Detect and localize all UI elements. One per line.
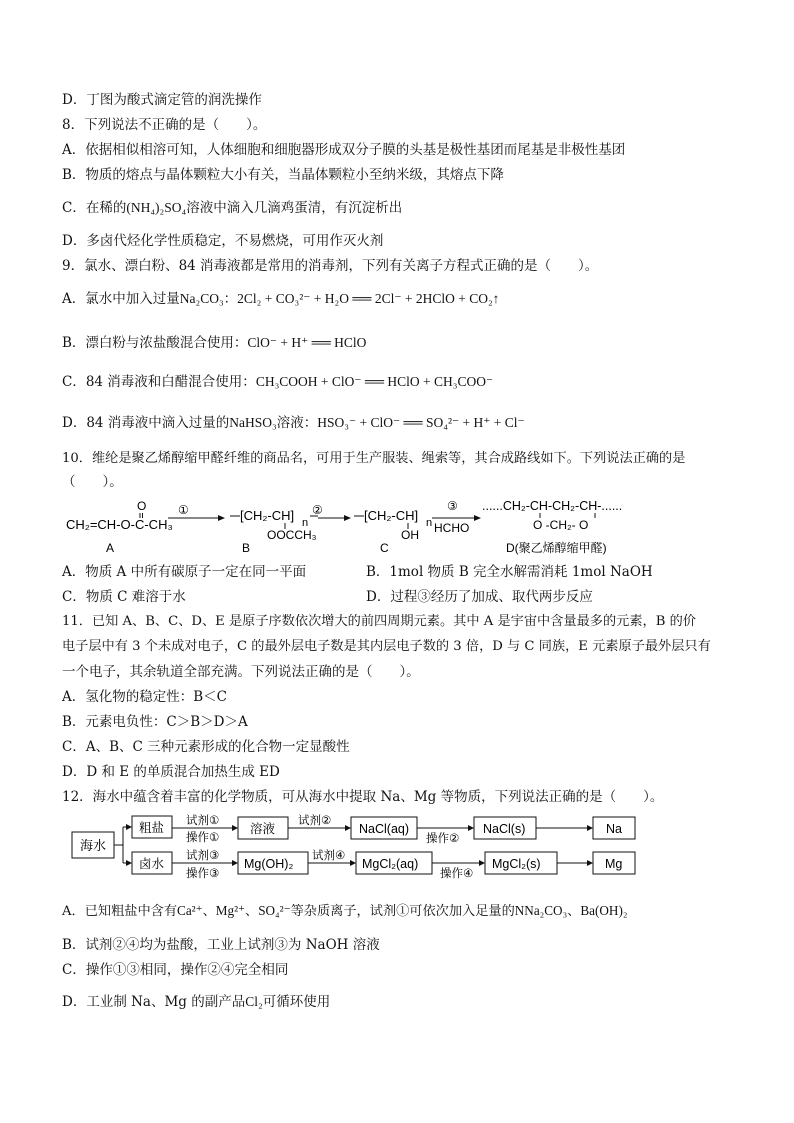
flow-brine: 卤水 xyxy=(139,857,165,871)
q12-option-d-pre: D．工业制 Na、Mg 的副产品 xyxy=(62,994,246,1010)
flow-mgcl2-s: MgCl₂(s) xyxy=(492,857,541,871)
q11-option-d: D．D 和 E 的单质混合加热生成 ED xyxy=(62,764,280,780)
flow-op3: 操作③ xyxy=(186,868,220,880)
flow-op4: 操作④ xyxy=(440,868,474,880)
q10-stem-line2: （ ）。 xyxy=(62,474,123,490)
flow-nacl-aq: NaCl(aq) xyxy=(359,822,410,836)
q10-stem-line1: 10．维纶是聚乙烯醇缩甲醛纤维的商品名，可用于生产服装、绳索等，其合成路线如下。下列说法正确的是 xyxy=(62,451,686,466)
q11-option-b: B．元素电负性：C＞B＞D＞A xyxy=(62,714,248,730)
q7-option-d: D．丁图为酸式滴定管的润洗操作 xyxy=(62,92,262,108)
q9-option-c-equation: CH₃COOH + ClO⁻ ══ HClO + CH₃COO⁻ xyxy=(255,374,494,389)
q9-option-d-reagent: NaHSO₃ xyxy=(229,415,277,430)
flow-op2: 操作② xyxy=(426,833,460,845)
scheme-step1-arrowhead xyxy=(218,515,225,521)
q10-synthesis-scheme xyxy=(60,496,740,558)
scheme-b-sub: OOCCH₃ xyxy=(267,528,317,542)
flow-reagent4: 试剂④ xyxy=(312,850,346,862)
q12-stem: 12．海水中蕴含着丰富的化学物质，可从海水中提取 Na、Mg 等物质，下列说法正确的是（ ）。 xyxy=(62,789,664,805)
flow-branch-top-arrowhead xyxy=(126,824,132,830)
q12-option-d-post: 可循环使用 xyxy=(262,994,331,1010)
q11-option-c: C．A、B、C 三种元素形成的化合物一定显酸性 xyxy=(62,739,350,755)
scheme-step3-label: ③ xyxy=(447,499,458,513)
q9-option-a-equation: ：2Cl₂ + CO₃²⁻ + H₂O ══ 2Cl⁻ + 2HClO + CO₂↑ xyxy=(223,291,500,306)
flow-arrow-4-head xyxy=(587,825,593,831)
q8-option-c-post: 溶液中滴入几滴鸡蛋清，有沉淀析出 xyxy=(186,200,403,216)
q12-option-d-formula: Cl₂ xyxy=(245,994,263,1009)
q9-option-c-pre: C．84 消毒液和白醋混合使用： xyxy=(62,374,256,390)
q9-option-a-pre: A．氯水中加入过量 xyxy=(62,291,180,307)
flow-mg: Mg xyxy=(605,857,623,871)
flow-arrow-5-head xyxy=(232,860,238,866)
flow-arrow-1-head xyxy=(232,825,238,831)
q9-option-b-pre: B．漂白粉与浓盐酸混合使用： xyxy=(62,335,248,351)
q8-option-c xyxy=(62,199,734,217)
scheme-c-label: C xyxy=(380,541,389,555)
q9-option-b xyxy=(62,334,734,352)
flow-crude-salt: 粗盐 xyxy=(139,821,165,835)
scheme-step3-arrowhead xyxy=(474,515,481,521)
q9-option-d-pre: D．84 消毒液中滴入过量的 xyxy=(62,415,230,431)
q12-option-a-ions: Ca²⁺、Mg²⁺、SO₄²⁻ xyxy=(177,903,291,918)
scheme-step3-reagent: HCHO xyxy=(434,521,470,535)
q12-option-b: B．试剂②④均为盐酸，工业上试剂③为 NaOH 溶液 xyxy=(62,937,380,953)
flow-seawater: 海水 xyxy=(80,838,107,853)
q8-option-c-formula: (NH₄)₂SO₄ xyxy=(126,200,187,215)
flow-reagent2: 试剂② xyxy=(298,815,332,827)
scheme-b-label: B xyxy=(242,541,251,555)
scheme-step2-label: ② xyxy=(312,503,323,517)
scheme-c-n: n xyxy=(426,517,433,529)
flow-reagent1: 试剂① xyxy=(186,815,220,827)
q9-stem: 9．氯水、漂白粉、84 消毒液都是常用的消毒剂，下列有关离子方程式正确的是（ ）。 xyxy=(62,258,599,274)
q11-stem-line3: 一个电子，其余轨道全部充满。下列说法正确的是（ ）。 xyxy=(62,664,420,680)
q12-option-a-pre: A．已知粗盐中含有 xyxy=(62,904,178,919)
flow-na: Na xyxy=(606,822,622,836)
scheme-a-label: A xyxy=(106,541,115,555)
q8-stem: 8．下列说法不正确的是（ ）。 xyxy=(62,117,267,133)
flow-op1: 操作① xyxy=(186,832,220,844)
q9-option-b-equation: ClO⁻ + H⁺ ══ HClO xyxy=(247,335,367,350)
scheme-c-sub: OH xyxy=(401,528,419,542)
q8-option-b: B．物质的熔点与晶体颗粒大小有关，当晶体颗粒小至纳米级，其熔点下降 xyxy=(62,167,504,183)
flow-arrow-6-head xyxy=(350,860,356,866)
q11-stem-line1: 11．已知 A、B、C、D、E 是原子序数依次增大的前四周期元素。其中 A 是宇宙中含量最多的元素，B 的价 xyxy=(62,614,696,629)
scheme-b-n: n xyxy=(302,517,309,529)
q12-option-a xyxy=(62,902,734,921)
q10-option-b: B．1mol 物质 B 完全水解需消耗 1mol NaOH xyxy=(366,564,653,580)
scheme-step2-arrowhead xyxy=(344,515,351,521)
q12-option-a-reagents: NNa₂CO₃、Ba(OH)₂ xyxy=(514,903,628,918)
q9-option-d-mid: 溶液： xyxy=(276,415,318,431)
q11-stem-line2: 电子层中有 3 个未成对电子，C 的最外层电子数是其内层电子数的 3 倍，D 与 C 同族，E 元素原子最外层只有 xyxy=(62,639,711,654)
flow-branch-bottom-arrowhead xyxy=(126,860,132,866)
scheme-step1-label: ① xyxy=(178,503,189,517)
q8-option-d: D．多卤代烃化学性质稳定，不易燃烧，可用作灭火剂 xyxy=(62,233,384,249)
q12-flowchart xyxy=(60,812,660,888)
q9-option-d xyxy=(62,414,734,432)
scheme-d-sub: O -CH₂- O xyxy=(533,518,589,532)
q11-option-a: A．氢化物的稳定性：B＜C xyxy=(62,689,227,705)
q10-option-c: C．物质 C 难溶于水 xyxy=(62,589,186,605)
q9-option-d-equation: HSO₃⁻ + ClO⁻ ══ SO₄²⁻ + H⁺ + Cl⁻ xyxy=(317,415,525,430)
flow-arrow-7-head xyxy=(479,860,485,866)
flow-reagent3: 试剂③ xyxy=(186,850,220,862)
q8-option-a: A．依据相似相溶可知，人体细胞和细胞器形成双分子膜的头基是极性基团而尾基是非极性基团 xyxy=(62,142,626,158)
scheme-d-formula: ......CH₂-CH-CH₂-CH-...... xyxy=(482,499,623,513)
flow-arrow-2-head xyxy=(345,825,351,831)
flow-solution: 溶液 xyxy=(250,822,276,836)
scheme-a-formula: CH₂=CH-O-C-CH₃ xyxy=(66,517,173,532)
q10-option-a: A．物质 A 中所有碳原子一定在同一平面 xyxy=(62,564,307,580)
flow-arrow-3-head xyxy=(468,825,474,831)
q12-option-a-post: 等杂质离子，试剂①可依次加入足量的 xyxy=(290,904,515,919)
flow-nacl-s: NaCl(s) xyxy=(483,822,526,836)
q9-option-c xyxy=(62,373,734,391)
q9-option-a xyxy=(62,290,734,308)
scheme-c-formula: [CH₂-CH] xyxy=(364,508,419,523)
flow-arrow-8-head xyxy=(587,860,593,866)
scheme-d-label: D(聚乙烯醇缩甲醛) xyxy=(506,541,607,555)
scheme-b-formula: [CH₂-CH] xyxy=(240,508,295,523)
q8-option-c-pre: C．在稀的 xyxy=(62,200,127,216)
flow-mgoh2: Mg(OH)₂ xyxy=(244,857,294,871)
q10-option-d: D．过程③经历了加成、取代两步反应 xyxy=(366,589,593,605)
q12-option-d xyxy=(62,993,734,1011)
q12-option-c: C．操作①③相同，操作②④完全相同 xyxy=(62,962,289,978)
scheme-a-carbonyl-o: O xyxy=(137,499,147,513)
flow-mgcl2-aq: MgCl₂(aq) xyxy=(362,857,419,871)
q9-option-a-reagent: Na₂CO₃ xyxy=(179,291,224,306)
